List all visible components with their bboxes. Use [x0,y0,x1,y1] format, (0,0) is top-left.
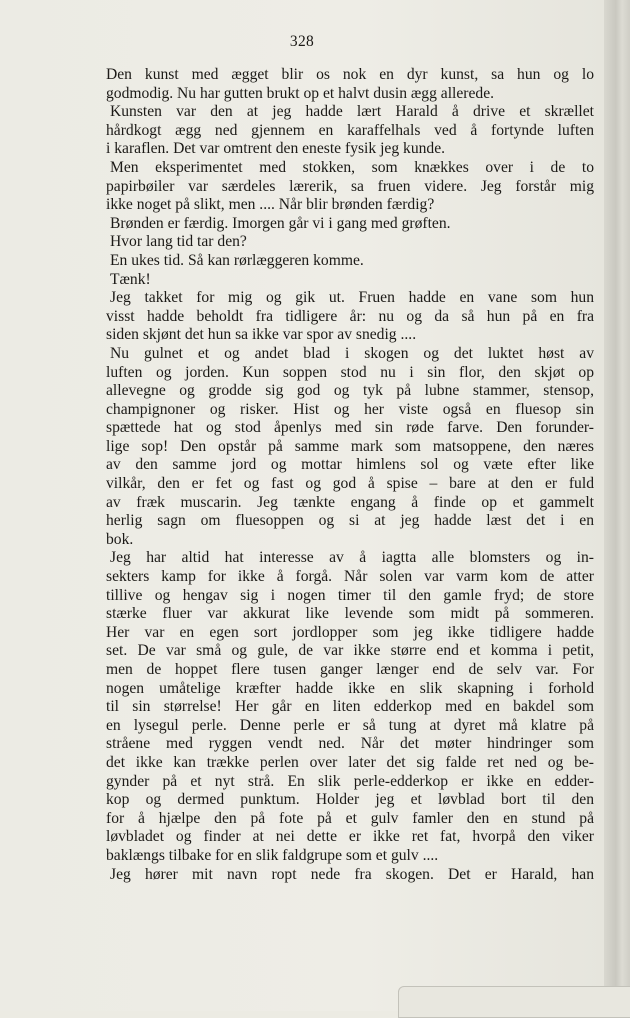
text-line: i karaflen. Det var omtrent den eneste fysik jeg kunde. [106,140,446,158]
text-line: Jeg hører mit navn ropt nede fra skogen. Det er Harald, han [110,865,594,883]
text-line: baklængs tilbake for en slik faldgrupe som et gulv .... [106,846,439,864]
text-line: bok. [106,530,134,548]
text-line: En ukes tid. Så kan rørlæggeren komme. [110,251,364,269]
text-line: lige sop! Den opstår på samme mark som matsoppene, den næres [106,437,594,455]
text-line: vilkår, den er fet og fast og god å spise – bare at den er fuld [106,475,594,493]
text-line: sekters kamp for ikke å forgå. Når solen var varm kom de atter [106,568,594,586]
text-line: av den samme jord og mottar himlens sol og væte efter like [106,456,594,474]
body-text [106,66,594,884]
text-line: løvbladet og finder at nei dette er ikke ret fat, hvorpå den viker [106,828,594,846]
text-line: Tænk! [110,270,151,288]
page-edge-stack [604,0,630,1011]
text-line: men de hoppet flere tusen ganger længer end de selv var. For [106,661,594,678]
text-line: det ikke kan trække perlen over later det sig falde ret ned og be- [106,753,594,771]
text-line: til sin størrelse! Her går en liten edderkop med en bakdel som [106,698,594,716]
paragraph [106,159,594,215]
paragraph [106,103,594,159]
text-line: allevegne og grodde sig god og tyk på lubne stammer, stensop, [106,382,594,400]
text-line: set. De var små og gule, de var ikke større end et komma i petit, [106,642,594,660]
text-line: ikke noget på slikt, men .... Når blir brønden færdig? [106,196,435,214]
text-line: tillive og hengav sig i nogen timer til den gamle fryd; de store [106,586,594,604]
text-line: godmodig. Nu har gutten brukt op et halvt dusin ægg allerede. [106,84,495,102]
bookmark-tab [398,986,630,1018]
text-line: av fræk muscarin. Jeg tænkte engang å finde op et gammelt [106,493,594,511]
text-line: gynder på et nyt strå. En slik perle-edderkop er ikke en edder- [106,772,594,790]
text-line: papirbøiler var særdeles lærerik, sa fruen videre. Jeg forstår mig [106,177,594,195]
page-number: 328 [289,33,315,50]
text-line: Hvor lang tid tar den? [110,233,247,251]
text-line: herlig sagn om fluesoppen og si at jeg hadde læst det i en [106,512,594,530]
text-line: Jeg har altid hat interesse av å iagtta alle blomsters og in- [110,549,594,567]
paragraph [106,289,594,345]
paragraph [106,66,594,103]
paragraph [106,549,594,865]
text-line: Brønden er færdig. Imorgen går vi i gang med grøften. [110,214,451,232]
text-line: Kunsten var den at jeg hadde lært Harald å drive et skrællet [110,103,594,121]
text-line: Her var en egen sort jordlopper som jeg ikke tidligere hadde [106,623,594,641]
text-line: stærke fluer var akkurat like levende som midt på sommeren. [106,605,594,623]
text-line: luften og jorden. Kun soppen stod nu i sin flor, den skjøt op [106,363,594,381]
text-line: siden skjønt det hun sa ikke var spor av snedig .... [106,326,417,344]
text-line: for å hjælpe den på fote på et gulv famler den en stund på [106,809,594,827]
text-line: en lysegul perle. Denne perle er så tung at dyret må klatre på [106,716,594,734]
text-line: kop og dermed punktum. Holder jeg et løvblad bort til den [106,791,594,809]
text-line: nogen umåtelige kræfter hadde ikke en slik skapning i forhold [106,679,594,697]
text-line: Den kunst med ægget blir os nok en dyr kunst, sa hun og lo [106,66,594,83]
text-line: hårdkogt ægg ned gjennem en karaffelhals ved å fortynde luften [106,121,594,139]
paragraph [106,233,594,252]
paragraph [106,271,594,290]
text-line: spættede hat og stod åpenlys med sin røde farve. Den forunder- [106,419,594,437]
text-line: visst hadde beholdt fra tidligere år: nu og da så hun på en fra [106,307,594,325]
text-line: champignoner og risker. Hist og her viste også en fluesop sin [106,400,594,418]
text-line: Jeg takket for mig og gik ut. Fruen hadde en vane som hun [110,289,594,307]
paragraph [106,345,594,550]
paragraph [106,215,594,234]
text-line: stråene med ryggen vendt ned. Når det møter hindringer som [106,735,594,753]
text-line: Men eksperimentet med stokken, som knækkes over i de to [110,158,594,176]
paragraph [106,252,594,271]
text-line: Nu gulnet et og andet blad i skogen og det luktet høst av [110,344,594,362]
paragraph [106,866,594,885]
